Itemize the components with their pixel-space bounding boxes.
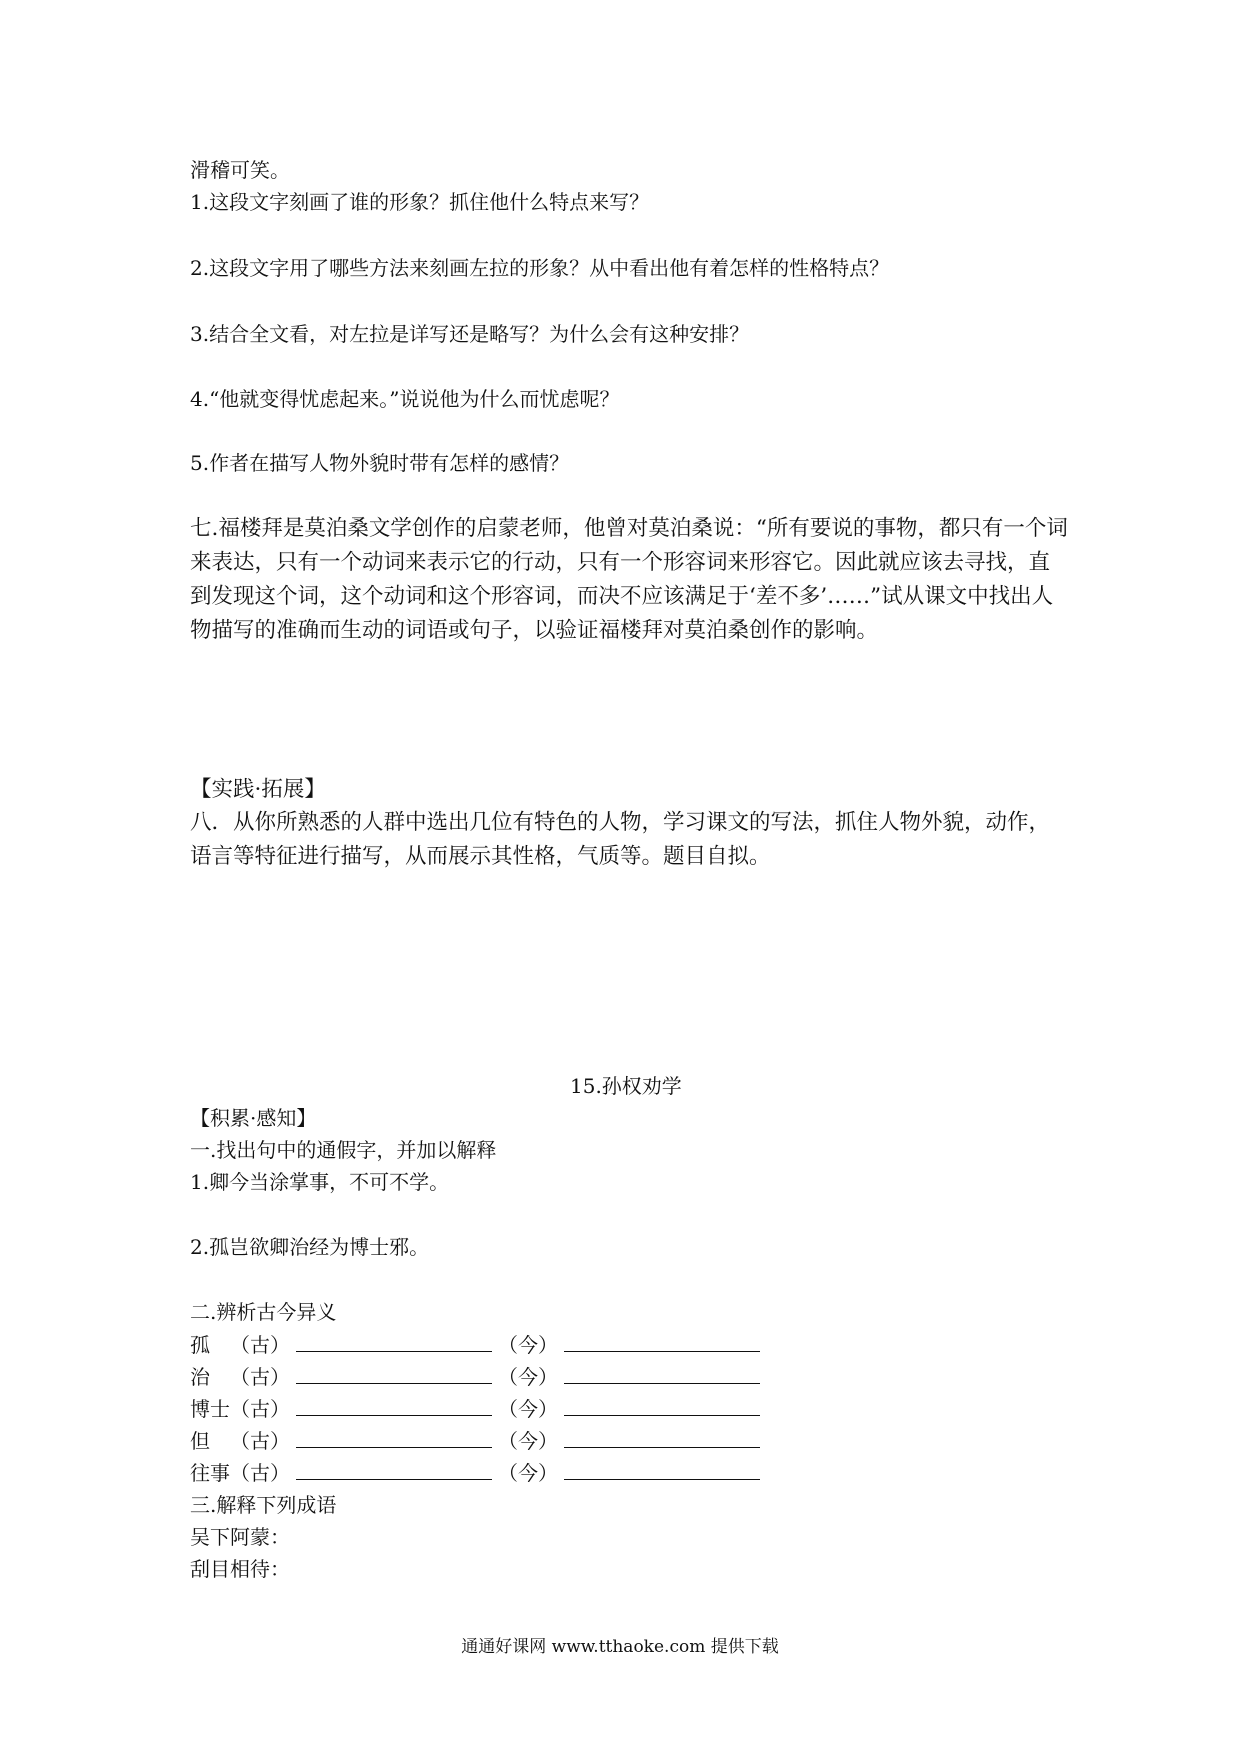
now-blank: [564, 1425, 760, 1448]
term-now-label: （今）: [498, 1333, 558, 1357]
term-word: 治: [190, 1365, 210, 1389]
idiom-1: 吴下阿蒙：: [190, 1525, 290, 1549]
term-now-label: （今）: [498, 1365, 558, 1389]
question-2: 2.这段文字用了哪些方法来刻画左拉的形象？从中看出他有着怎样的性格特点？: [190, 256, 890, 280]
term-row: [190, 1457, 766, 1488]
s1-item-1: 1.卿今当涂掌事，不可不学。: [190, 1170, 450, 1194]
term-row: [190, 1425, 766, 1456]
term-old-label: （古）: [230, 1365, 290, 1389]
footer-credit: 通通好课网 www.tthaoke.com 提供下载: [461, 1637, 779, 1657]
term-now-label: （今）: [498, 1429, 558, 1453]
term-old-label: （古）: [230, 1333, 290, 1357]
section-eight: 八．从你所熟悉的人群中选出几位有特色的人物，学习课文的写法，抓住人物外貌，动作，语言等特征进行描写，从而展示其性格，气质等。题目自拟。: [190, 810, 1051, 869]
term-old-label: （古）: [230, 1429, 290, 1453]
old-blank: [296, 1361, 492, 1384]
now-blank: [564, 1329, 760, 1352]
term-word: 博士: [190, 1397, 230, 1421]
question-3: 3.结合全文看，对左拉是详写还是略写？为什么会有这种安排？: [190, 322, 750, 346]
idiom-2: 刮目相待：: [190, 1557, 290, 1581]
term-word: 但: [190, 1429, 210, 1453]
term-word: 孤: [190, 1333, 210, 1357]
lesson-title: 15.孙权劝学: [570, 1074, 682, 1098]
now-blank: [564, 1457, 760, 1480]
old-blank: [296, 1457, 492, 1480]
term-row: [190, 1329, 766, 1360]
now-blank: [564, 1393, 760, 1416]
term-row: [190, 1361, 766, 1392]
section-one: 一.找出句中的通假字，并加以解释: [190, 1138, 497, 1162]
intro-tail: 滑稽可笑。: [190, 158, 290, 182]
practice-heading: 【实践·拓展】: [190, 777, 326, 802]
term-now-label: （今）: [498, 1397, 558, 1421]
lesson-heading: 【积累·感知】: [190, 1106, 317, 1130]
now-blank: [564, 1361, 760, 1384]
s1-item-2: 2.孤岂欲卿治经为博士邪。: [190, 1235, 430, 1259]
term-old-label: （古）: [230, 1397, 290, 1421]
term-word: 往事: [190, 1461, 230, 1485]
old-blank: [296, 1393, 492, 1416]
old-blank: [296, 1329, 492, 1352]
term-old-label: （古）: [230, 1461, 290, 1485]
section-seven: 七.福楼拜是莫泊桑文学创作的启蒙老师，他曾对莫泊桑说：“所有要说的事物，都只有一个词来表达，只有一个动词来表示它的行动，只有一个形容词来形容它。因此就应该去寻找，直到发现这个词，这个动词和这个形容词，而决不应该满足于‘差不多’……”试从课文中找出人物描写的准确而生动的词语或句子，以验证福楼拜对莫泊桑创作的影响。: [190, 516, 1068, 643]
question-5: 5.作者在描写人物外貌时带有怎样的感情？: [190, 451, 570, 475]
section-two: 二.辨析古今异义: [190, 1300, 337, 1324]
question-1: 1.这段文字刻画了谁的形象？抓住他什么特点来写？: [190, 190, 650, 214]
term-now-label: （今）: [498, 1461, 558, 1485]
old-blank: [296, 1425, 492, 1448]
term-row: [190, 1393, 766, 1424]
question-4: 4.“他就变得忧虑起来。”说说他为什么而忧虑呢？: [190, 387, 620, 411]
section-three: 三.解释下列成语: [190, 1493, 337, 1517]
